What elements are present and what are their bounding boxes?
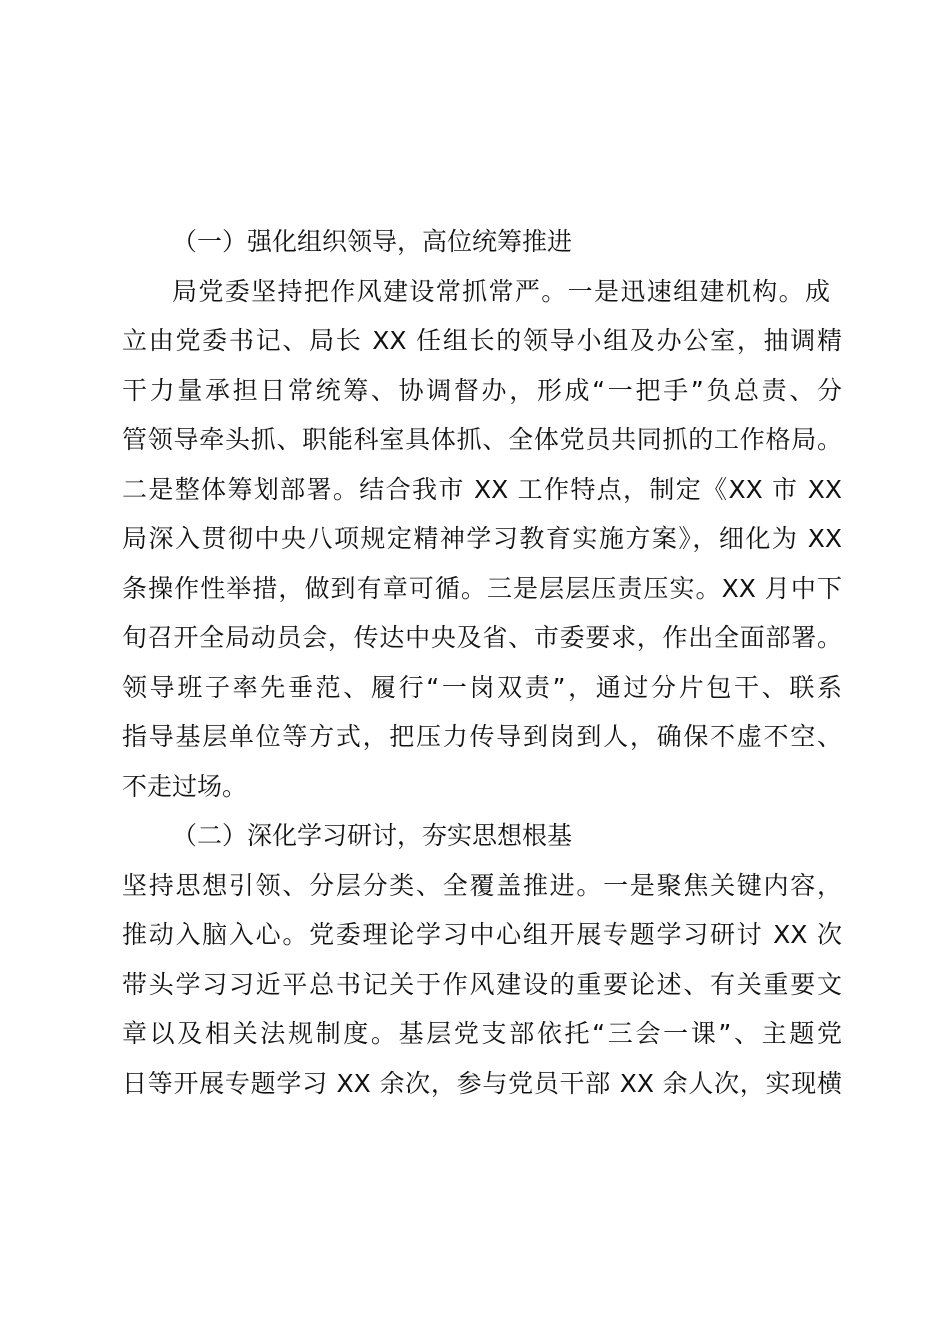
paragraph-line: 坚持思想引领、分层分类、全覆盖推进。一是聚焦关键内容， — [122, 871, 842, 900]
paragraph-line: 旬召开全局动员会，传达中央及省、市委要求，作出全面部署。 — [122, 623, 842, 652]
paragraph-line: 领导班子率先垂范、履行“一岗双责”，通过分片包干、联系 — [122, 673, 842, 702]
paragraph-line: 二是整体筹划部署。结合我市 XX 工作特点，制定《XX 市 XX — [122, 475, 842, 504]
section-heading-1: （一）强化组织领导，高位统筹推进 — [172, 227, 573, 256]
paragraph-line: 局党委坚持把作风建设常抓常严。一是迅速组建机构。成 — [172, 277, 830, 306]
paragraph-line: 推动入脑入心。党委理论学习中心组开展专题学习研讨 XX 次 — [122, 920, 842, 949]
paragraph-line: 指导基层单位等方式，把压力传导到岗到人，确保不虚不空、 — [122, 722, 842, 751]
paragraph-line: 不走过场。 — [122, 772, 248, 801]
paragraph-line: 带头学习习近平总书记关于作风建设的重要论述、有关重要文 — [122, 970, 842, 999]
paragraph-line: 章以及相关法规制度。基层党支部依托“三会一课”、主题党 — [122, 1019, 842, 1048]
paragraph-line: 条操作性举措，做到有章可循。三是层层压责压实。XX 月中下 — [122, 574, 842, 603]
paragraph-line: 局深入贯彻中央八项规定精神学习教育实施方案》，细化为 XX — [122, 524, 842, 553]
section-heading-2: （二）深化学习研讨，夯实思想根基 — [172, 821, 573, 850]
paragraph-line: 管领导牵头抓、职能科室具体抓、全体党员共同抓的工作格局。 — [122, 425, 842, 454]
paragraph-line: 干力量承担日常统筹、协调督办，形成“一把手”负总责、分 — [122, 376, 842, 405]
paragraph-line: 立由党委书记、局长 XX 任组长的领导小组及办公室，抽调精 — [122, 326, 842, 355]
paragraph-line: 日等开展专题学习 XX 余次，参与党员干部 XX 余人次，实现横 — [122, 1069, 842, 1098]
